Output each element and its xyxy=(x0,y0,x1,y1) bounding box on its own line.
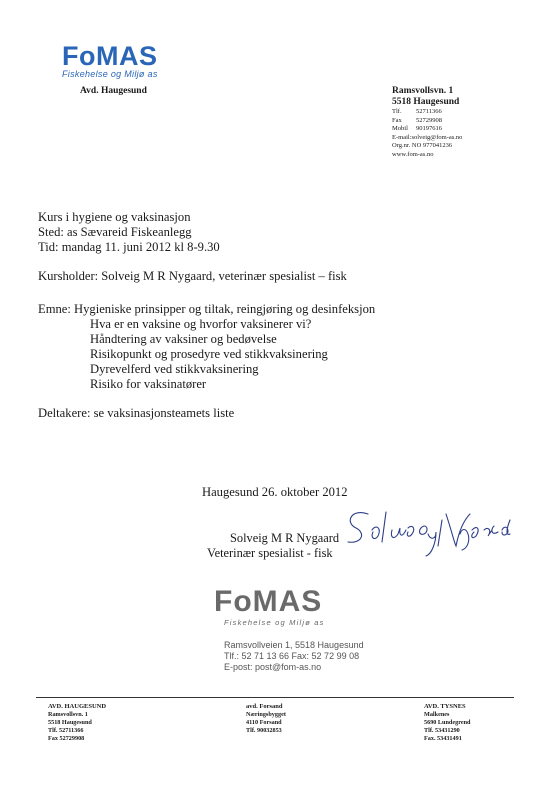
website: www.fom-as.no xyxy=(392,150,434,158)
topic-item: Dyrevelferd ved stikkvaksinering xyxy=(90,362,259,376)
company-stamp xyxy=(214,586,364,627)
logo-wordmark: FoMAS xyxy=(62,41,158,71)
signer-title: Veterinær spesialist - fisk xyxy=(207,546,333,560)
mobile-row: Mobil 90197616 xyxy=(392,125,442,133)
stamp-line: Tlf.: 52 71 13 66 Fax: 52 72 99 08 xyxy=(224,650,360,661)
stamp-line: Ramsvollveien 1, 5518 Haugesund xyxy=(224,640,364,650)
course-time: Tid: mandag 11. juni 2012 kl 8-9.30 xyxy=(38,240,220,254)
topic-item: Risiko for vaksinatører xyxy=(90,377,207,391)
course-title: Kurs i hygiene og vaksinasjon xyxy=(38,210,191,224)
phone-row: Tlf. 52711366 xyxy=(392,108,442,115)
stamp-tagline: Fiskehelse og Miljø as xyxy=(224,618,325,627)
department-name: Avd. Haugesund xyxy=(80,86,147,96)
stamp-wordmark: FoMAS xyxy=(214,585,323,618)
stamp-address xyxy=(224,640,364,672)
course-place: Sted: as Sævareid Fiskeanlegg xyxy=(38,225,192,239)
handwritten-signature xyxy=(342,500,527,560)
topic-item: Hva er en vaksine og hvorfor vaksinerer vi? xyxy=(90,317,312,331)
fax-row: Fax 52729908 xyxy=(392,116,442,124)
email-line: E-mail:solveig@fom-as.no xyxy=(392,133,463,141)
logo-tagline: Fiskehelse og Miljø as xyxy=(62,69,158,79)
topic-item: Risikopunkt og prosedyre ved stikkvaksinering xyxy=(90,347,328,361)
topic-item: Håndtering av vaksiner og bedøvelse xyxy=(90,332,277,346)
signer-name: Solveig M R Nygaard xyxy=(230,531,340,545)
address-city: 5518 Haugesund xyxy=(392,97,460,107)
course-holder: Kursholder: Solveig M R Nygaard, veterinær spesialist – fisk xyxy=(38,269,347,283)
footer-office-haugesund: AVD. HAUGESUND Ramsvollsvn. 1 5518 Haugesund Tlf. 52711366 Fax 52729908 xyxy=(48,703,107,743)
footer-office-tysnes: AVD. TYSNES Malkenes 5690 Lundegrend Tlf. 53431290 Fax. 53431491 xyxy=(424,703,471,743)
company-logo xyxy=(62,42,182,79)
address-block xyxy=(392,86,462,160)
footer-divider xyxy=(36,697,514,698)
letter-date: Haugesund 26. oktober 2012 xyxy=(202,485,348,499)
topic-heading: Emne: Hygieniske prinsipper og tiltak, reingjøring og desinfeksjon xyxy=(38,302,376,316)
stamp-line: E-post: post@fom-as.no xyxy=(224,661,322,672)
address-street: Ramsvollsvn. 1 xyxy=(392,86,454,96)
footer-office-forsand: avd. Forsand Næringsbygget 4110 Forsand Tlf. 90032853 xyxy=(246,703,286,735)
participants: Deltakere: se vaksinasjonsteamets liste xyxy=(38,406,235,420)
org-number: Org.nr. NO 977041236 xyxy=(392,142,453,150)
